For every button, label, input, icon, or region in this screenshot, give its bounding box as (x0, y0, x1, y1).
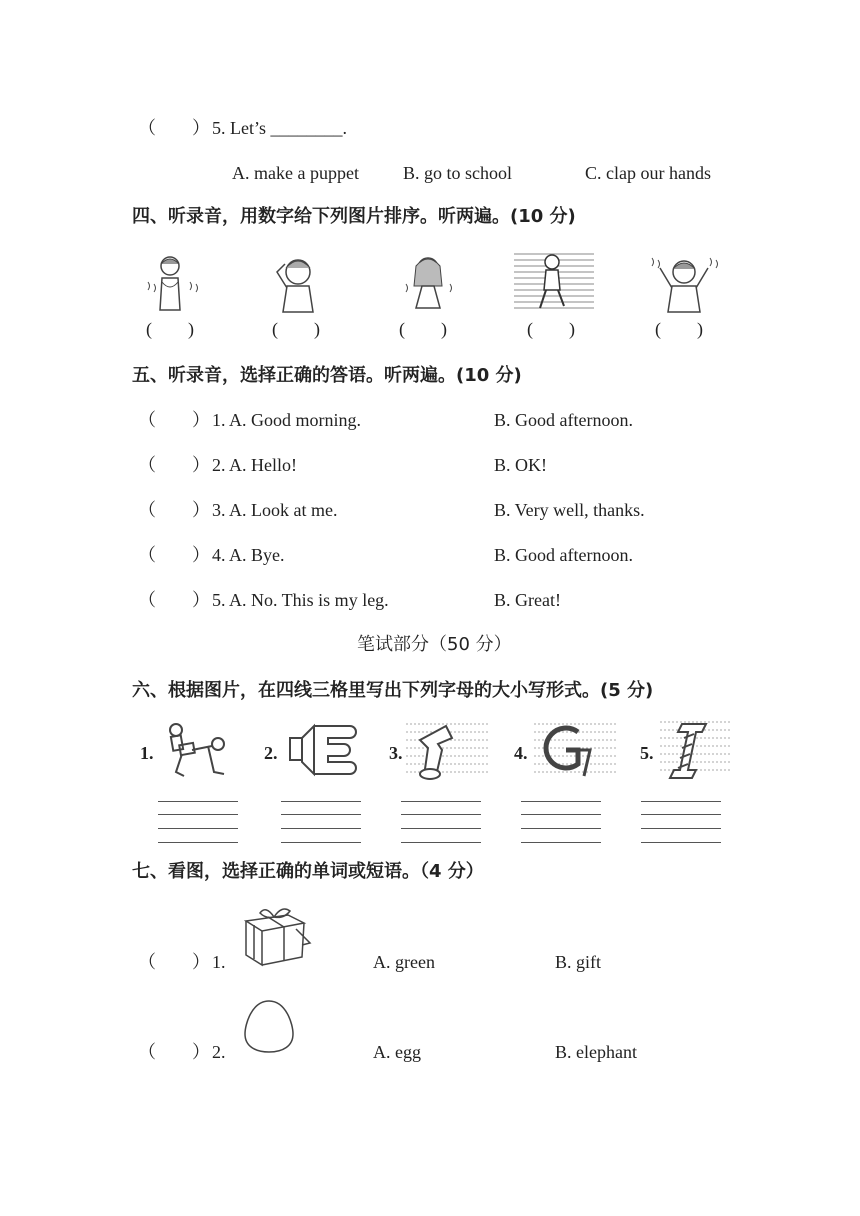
answer-paren[interactable]: （ ） (138, 545, 210, 565)
four-line-grid[interactable] (521, 801, 601, 843)
option-a: A. egg (373, 1042, 421, 1062)
item-number: 1. (140, 743, 154, 763)
item-number: 3. (389, 743, 403, 763)
letter-f-picture (406, 720, 488, 782)
letter-e-picture (288, 720, 358, 782)
child-arms-up-picture (648, 252, 720, 314)
item-number: 2. (264, 743, 278, 763)
answer-paren[interactable]: （ ） (138, 500, 210, 520)
section-heading: 五、听录音，选择正确的答语。听两遍。(10 分) (132, 365, 522, 386)
item-number: 2. (212, 1042, 226, 1062)
four-line-grid[interactable] (281, 801, 361, 843)
egg-icon (242, 998, 296, 1054)
answer-paren[interactable]: （ ） (138, 1042, 210, 1062)
item-number: 5. (640, 743, 654, 763)
option-a: A. green (373, 952, 435, 972)
item-number: 4. (514, 743, 528, 763)
option-b: B. gift (555, 952, 602, 972)
option-a: 1. A. Good morning. (212, 410, 362, 430)
option-b: B. OK! (494, 455, 547, 475)
option-c: C. clap our hands (585, 163, 711, 183)
letter-g-picture (534, 720, 616, 782)
gift-box-icon (240, 903, 312, 967)
picture-order-paren-3[interactable]: ( ) (399, 319, 447, 339)
four-line-grid[interactable] (401, 801, 481, 843)
option-a: 3. A. Look at me. (212, 500, 338, 520)
picture-order-paren-1[interactable]: ( ) (146, 319, 194, 339)
section-heading: 六、根据图片，在四线三格里写出下列字母的大小写形式。(5 分) (132, 680, 654, 701)
answer-paren[interactable]: （ ） (138, 455, 210, 475)
option-b: B. Very well, thanks. (494, 500, 645, 520)
child-shy-picture (140, 252, 210, 314)
option-a: A. make a puppet (232, 163, 359, 183)
four-line-grid[interactable] (158, 801, 238, 843)
section-heading: 七、看图，选择正确的单词或短语。（4 分） (132, 861, 484, 882)
item-number: 1. (212, 952, 226, 972)
letter-h-picture (162, 720, 238, 782)
answer-paren[interactable]: （ ） (138, 118, 210, 138)
child-jumping-picture (514, 250, 594, 314)
option-a: 2. A. Hello! (212, 455, 297, 475)
answer-paren[interactable]: （ ） (138, 952, 210, 972)
section-heading: 四、听录音，用数字给下列图片排序。听两遍。(10 分) (132, 206, 576, 227)
option-b: B. elephant (555, 1042, 637, 1062)
child-touch-head-picture (265, 252, 335, 314)
option-b: B. go to school (403, 163, 513, 183)
answer-paren[interactable]: （ ） (138, 410, 210, 430)
option-a: 4. A. Bye. (212, 545, 285, 565)
option-a: 5. A. No. This is my leg. (212, 590, 389, 610)
picture-order-paren-4[interactable]: ( ) (527, 319, 575, 339)
picture-order-paren-5[interactable]: ( ) (655, 319, 703, 339)
picture-order-paren-2[interactable]: ( ) (272, 319, 320, 339)
question-stem: 5. Let’s ________. (212, 118, 347, 138)
answer-paren[interactable]: （ ） (138, 590, 210, 610)
letter-i-picture (660, 718, 732, 782)
girl-dancing-picture (398, 252, 468, 314)
written-part-title: 笔试部分（50 分） (357, 634, 512, 655)
option-b: B. Good afternoon. (494, 545, 633, 565)
option-b: B. Good afternoon. (494, 410, 633, 430)
option-b: B. Great! (494, 590, 561, 610)
four-line-grid[interactable] (641, 801, 721, 843)
